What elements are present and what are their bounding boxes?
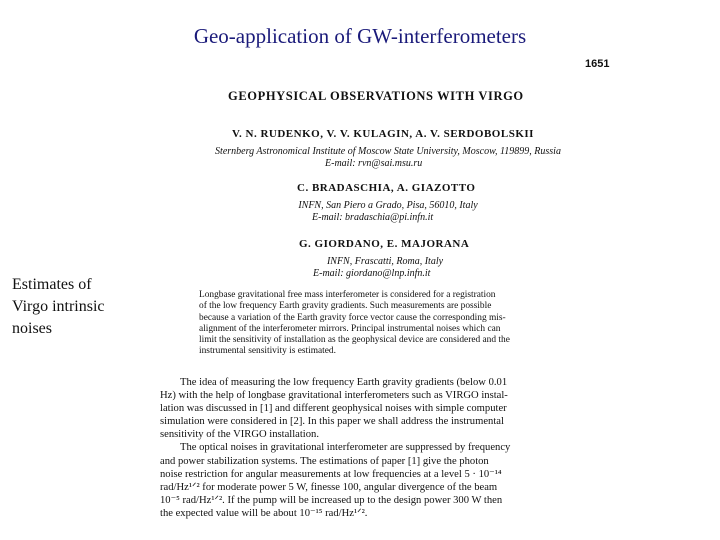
affiliation: INFN, San Piero a Grado, Pisa, 56010, Italy: [298, 200, 478, 211]
body-line: simulation were considered in [2]. In this paper we shall address the instrumental: [160, 416, 504, 428]
body-line: rad/Hz¹ᐟ² for moderate power 5 W, finesse 100, angular divergence of the beam: [160, 481, 498, 493]
paper-page-number: 1651: [585, 58, 610, 70]
caption-line: Virgo intrinsic: [12, 298, 105, 315]
paper-title: GEOPHYSICAL OBSERVATIONS WITH VIRGO: [228, 89, 524, 103]
body-line: noise restriction for angular measurements at low frequencies at a level 5 · 10⁻¹⁴: [160, 468, 502, 480]
email: E-mail: bradaschia@pi.infn.it: [312, 212, 434, 223]
email: E-mail: giordano@lnp.infn.it: [313, 268, 431, 279]
body-line: 10⁻⁵ rad/Hz¹ᐟ². If the pump will be increased up to the design power 300 W then: [160, 494, 503, 506]
abstract-line: instrumental sensitivity is estimated.: [199, 346, 336, 357]
body-line: sensitivity of the VIRGO installation.: [160, 429, 319, 441]
body-line: and power stabilization systems. The estimations of paper [1] give the photon: [160, 455, 489, 467]
affiliation: Sternberg Astronomical Institute of Moscow State University, Moscow, 119899, Russia: [215, 146, 561, 157]
author-list: G. GIORDANO, E. MAJORANA: [299, 238, 470, 250]
email: E-mail: rvn@sai.msu.ru: [325, 158, 423, 169]
body-line: the expected value will be about 10⁻¹⁵ rad/Hz¹ᐟ².: [160, 507, 368, 519]
abstract-line: because a variation of the Earth gravity force vector cause the corresponding mis-: [199, 312, 506, 323]
caption-line: noises: [12, 320, 52, 337]
abstract-line: limit the sensitivity of installation as the geophysical device are considered and the: [199, 335, 510, 346]
author-list: C. BRADASCHIA, A. GIAZOTTO: [297, 182, 476, 194]
abstract-line: alignment of the interferometer mirrors. Principal instrumental noises which can: [199, 323, 501, 334]
author-list: V. N. RUDENKO, V. V. KULAGIN, A. V. SERDOBOLSKII: [232, 128, 534, 140]
body-line: The optical noises in gravitational interferometer are suppressed by frequency: [180, 442, 511, 454]
side-caption: [12, 274, 142, 340]
paper-body: [160, 376, 605, 520]
body-line: The idea of measuring the low frequency Earth gravity gradients (below 0.01: [180, 377, 508, 388]
abstract-line: of the low frequency Earth gravity gradients. Such measurements are possible: [199, 301, 492, 312]
affiliation: INFN, Frascatti, Roma, Italy: [326, 256, 444, 267]
abstract: [199, 290, 571, 358]
abstract-line: Longbase gravitational free mass interferometer is considered for a registration: [199, 290, 496, 300]
body-line: lation was discussed in [1] and different geophysical noises with simple computer: [160, 403, 507, 415]
caption-line: Estimates of: [12, 276, 92, 293]
slide-title: Geo-application of GW-interferometers: [193, 24, 527, 48]
body-line: Hz) with the help of longbase gravitational interferometers such as VIRGO instal-: [160, 390, 508, 402]
